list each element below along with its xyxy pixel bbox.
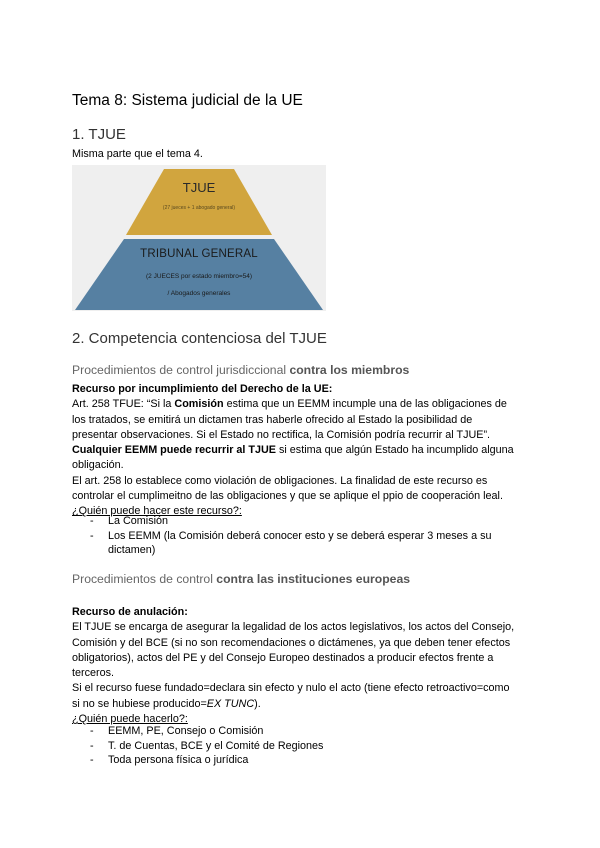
list-item: - La Comisión (90, 515, 169, 527)
paragraph-line: si no se hubiese producido=EX TUNC). (72, 697, 261, 710)
section-heading-competencia: 2. Competencia contenciosa del TJUE (72, 330, 327, 347)
subheading-prefix: Procedimientos de control jurisdiccional (72, 363, 287, 377)
list-item: - T. de Cuentas, BCE y el Comité de Regiones (90, 739, 324, 752)
pyramid-top-sublabel: (27 jueces + 1 abogado general) (162, 205, 236, 211)
paragraph-line: Cualquier EEMM puede recurrir al TJUE si estima que algún Estado ha incumplido alguna (72, 444, 514, 457)
pyramid-top-label: TJUE (182, 180, 216, 195)
page-title: Tema 8: Sistema judicial de la UE (72, 92, 303, 109)
paragraph-line: Si el recurso fuese fundado=declara sin efecto y nulo el acto (tiene efecto retroactivo=como (72, 682, 510, 695)
recurso-anulacion-section (72, 605, 514, 727)
list-quien-anulacion (90, 724, 323, 768)
section-intro: Misma parte que el tema 4. (72, 148, 203, 160)
paragraph-line: obligación. (72, 459, 124, 472)
paragraph-line: El art. 258 lo establece como violación de obligaciones. La finalidad de este recurso es (72, 474, 488, 487)
subheading-contra-instituciones: Procedimientos de control contra las instituciones europeas (72, 572, 410, 586)
pyramid-diagram (72, 165, 326, 311)
recurso-anulacion-title: Recurso de anulación: (72, 606, 188, 618)
paragraph-line: terceros. (72, 667, 115, 680)
question-who-1: ¿Quién puede hacer este recurso?: (72, 505, 242, 518)
section-heading-tjue: 1. TJUE (72, 126, 126, 143)
pyramid-bottom-label: TRIBUNAL GENERAL (140, 248, 258, 260)
pyramid-bottom-sublabel-2: / Abogados generales (167, 290, 231, 297)
list-item: - Toda persona física o jurídica (90, 754, 249, 767)
paragraph-line: obligatorios), actos del PE y del Consejo Europeo destinados a producir efectos frente a (72, 651, 494, 664)
paragraph-line: presentar observaciones. Si el Estado no rectifica, la Comisión podría recurrir al TJUE”. (72, 428, 491, 441)
pyramid-top-tier (126, 169, 272, 235)
subheading-contra-miembros (72, 363, 409, 377)
pyramid-bottom-sublabel-1: (2 JUECES por estado miembro=54) (145, 273, 253, 280)
paragraph-line: los tratados, se emitirá un dictamen tras haberle ofrecido al Estado la posibilidad de (72, 413, 473, 426)
recurso-incumplimiento-section (72, 382, 514, 520)
paragraph-line: Comisión y del BCE (si no son recomendaciones o dictámenes, ya que deben tener efectos (72, 636, 511, 649)
paragraph-line: controlar el cumplimeitno de las obligaciones y que se aplique el ppio de cooperación leal. (72, 490, 503, 503)
subheading-bold: contra los miembros (289, 363, 410, 377)
question-who-2: ¿Quién puede hacerlo?: (72, 713, 188, 726)
list-item: - EEMM, PE, Consejo o Comisión (90, 725, 264, 737)
list-item-continuation: dictamen) (108, 544, 156, 557)
list-quien-recurso (90, 514, 491, 558)
list-item: - Los EEMM (la Comisión deberá conocer esto y se deberá esperar 3 meses a su (90, 529, 492, 542)
paragraph-line: Art. 258 TFUE: “Si la Comisión estima que un EEMM incumple una de las obligaciones de (72, 398, 507, 411)
recurso-incumplimiento-title: Recurso por incumplimiento del Derecho de la UE: (72, 383, 333, 395)
paragraph-line: El TJUE se encarga de asegurar la legalidad de los actos legislativos, los actos del Consejo, (72, 621, 515, 634)
